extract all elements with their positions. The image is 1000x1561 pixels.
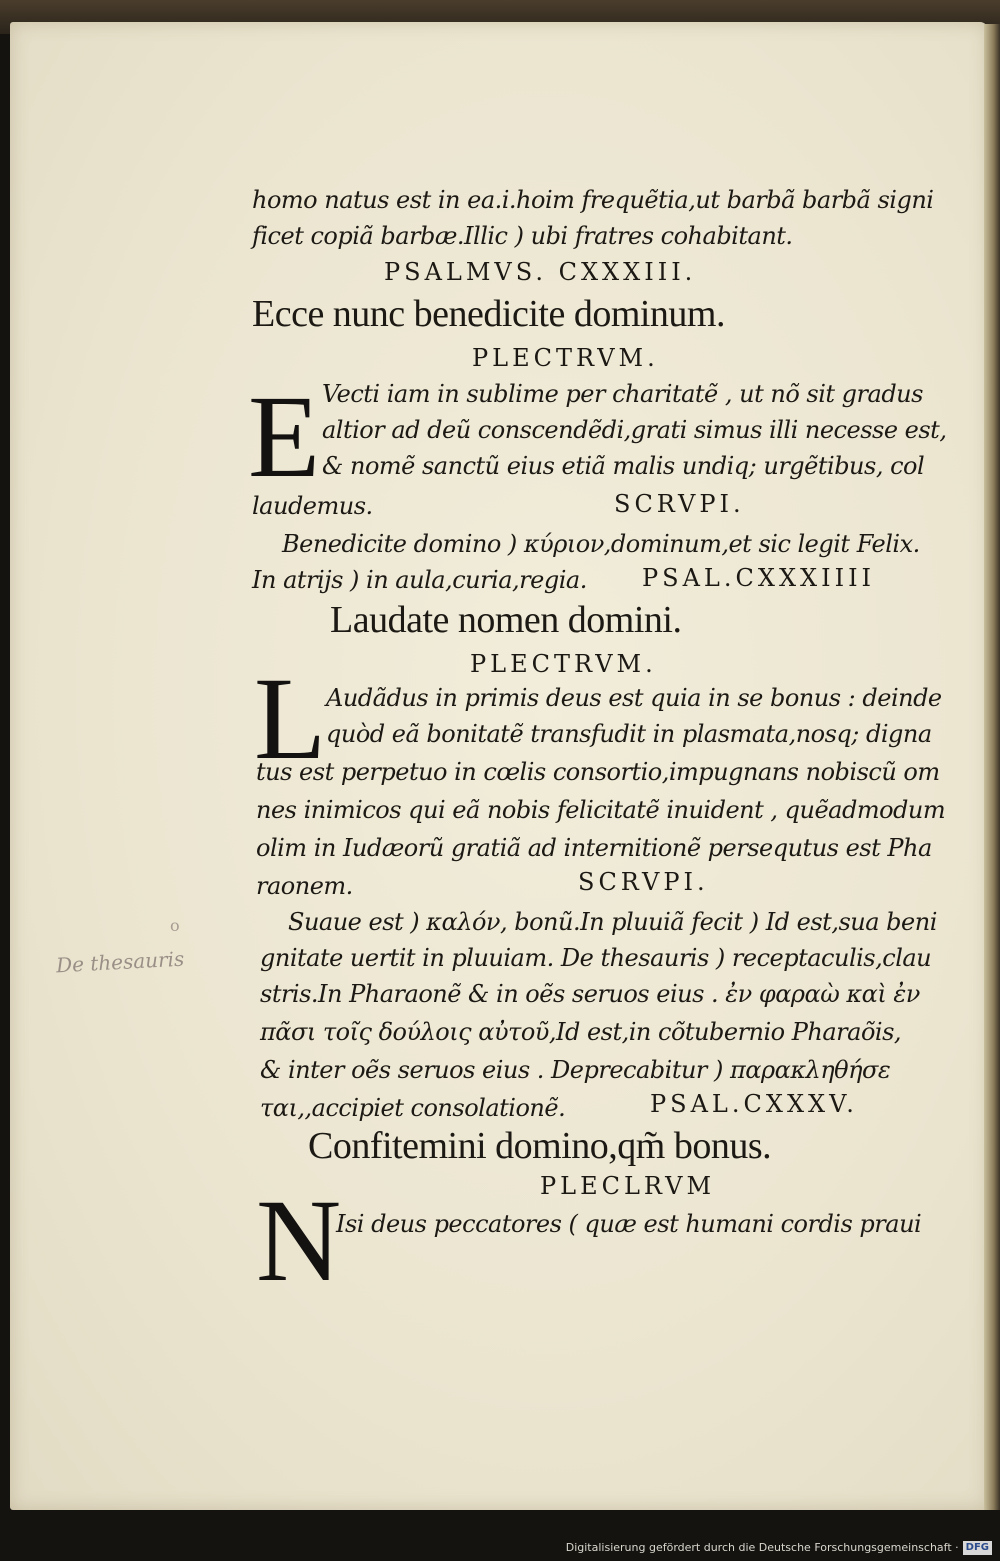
text-line: Audãdus in primis deus est quia in se bonus : deinde xyxy=(326,684,942,712)
footer-text: Digitalisierung gefördert durch die Deutsche Forschungsgemeinschaft · xyxy=(565,1541,959,1554)
text-line: altior ad deũ conscendẽdi,grati simus illi necesse est, xyxy=(322,416,947,444)
text-line: stris.In Pharaonẽ & in oẽs seruos eius . ἐν φαραὼ καὶ ἐν xyxy=(260,980,920,1008)
psalm-heading: PSAL.CXXXIIII xyxy=(642,564,876,592)
section-heading: PLECLRVM xyxy=(540,1172,716,1200)
section-heading: PLECTRVM. xyxy=(472,344,659,372)
margin-note: De thesauris xyxy=(55,946,185,978)
text-line: olim in Iudæorũ gratiã ad internitionẽ persequtus est Pha xyxy=(256,834,932,862)
section-heading: SCRVPI. xyxy=(578,868,709,896)
psalm-title: Ecce nunc benedicite dominum. xyxy=(252,293,725,335)
text-line: πᾶσι τοῖς δούλοις αὐτοῦ,Id est,in cõtubernio Pharaõis, xyxy=(260,1018,902,1046)
text-line: tus est perpetuo in cœlis consortio,impugnans nobiscũ om xyxy=(256,758,940,786)
text-line: & nomẽ sanctũ eius etiã malis undiq; urgẽtibus, col xyxy=(322,452,925,480)
text-line: In atrijs ) in aula,curia,regia. xyxy=(252,566,587,594)
text-line: ται,,accipiet consolationẽ. xyxy=(260,1094,566,1122)
text-line: laudemus. xyxy=(252,492,373,520)
section-heading: PLECTRVM. xyxy=(470,650,657,678)
page-gutter-edge xyxy=(984,24,1000,1510)
psalm-title: Confitemini domino,qm̃ bonus. xyxy=(308,1125,772,1167)
text-line: Benedicite domino ) κύριον,dominum,et sic legit Felix. xyxy=(282,530,920,558)
margin-mark: o xyxy=(170,916,180,935)
drop-cap: L xyxy=(254,653,327,784)
dfg-logo: DFG xyxy=(963,1541,992,1555)
text-line: Vecti iam in sublime per charitatẽ , ut nõ sit gradus xyxy=(322,380,923,408)
psalm-title: Laudate nomen domini. xyxy=(330,599,682,641)
text-line: gnitate uertit in pluuiam. De thesauris ) receptaculis,clau xyxy=(260,944,932,972)
text-line: raonem. xyxy=(256,872,353,900)
psalm-heading: PSALMVS. CXXXIII. xyxy=(384,258,697,286)
drop-cap: E xyxy=(248,371,321,502)
text-line: homo natus est in ea.i.hoim frequẽtia,ut barbã barbã signi xyxy=(252,186,934,214)
text-line: ficet copiã barbæ.Illic ) ubi fratres cohabitant. xyxy=(252,222,793,250)
text-line: quòd eã bonitatẽ transfudit in plasmata,nosq; digna xyxy=(326,720,932,748)
section-heading: SCRVPI. xyxy=(614,490,745,518)
text-line: Suaue est ) καλόν, bonũ.In pluuiã fecit ) Id est,sua beni xyxy=(288,908,937,936)
text-line: Isi deus peccatores ( quæ est humani cordis praui xyxy=(336,1210,922,1238)
psalm-heading: PSAL.CXXXV. xyxy=(650,1090,858,1118)
text-line: nes inimicos qui eã nobis felicitatẽ inuident , quẽadmodum xyxy=(256,796,946,824)
digitization-footer xyxy=(566,1537,992,1559)
drop-cap: N xyxy=(256,1175,342,1306)
text-line: & inter oẽs seruos eius . Deprecabitur ) παρακληθήσε xyxy=(260,1056,891,1084)
